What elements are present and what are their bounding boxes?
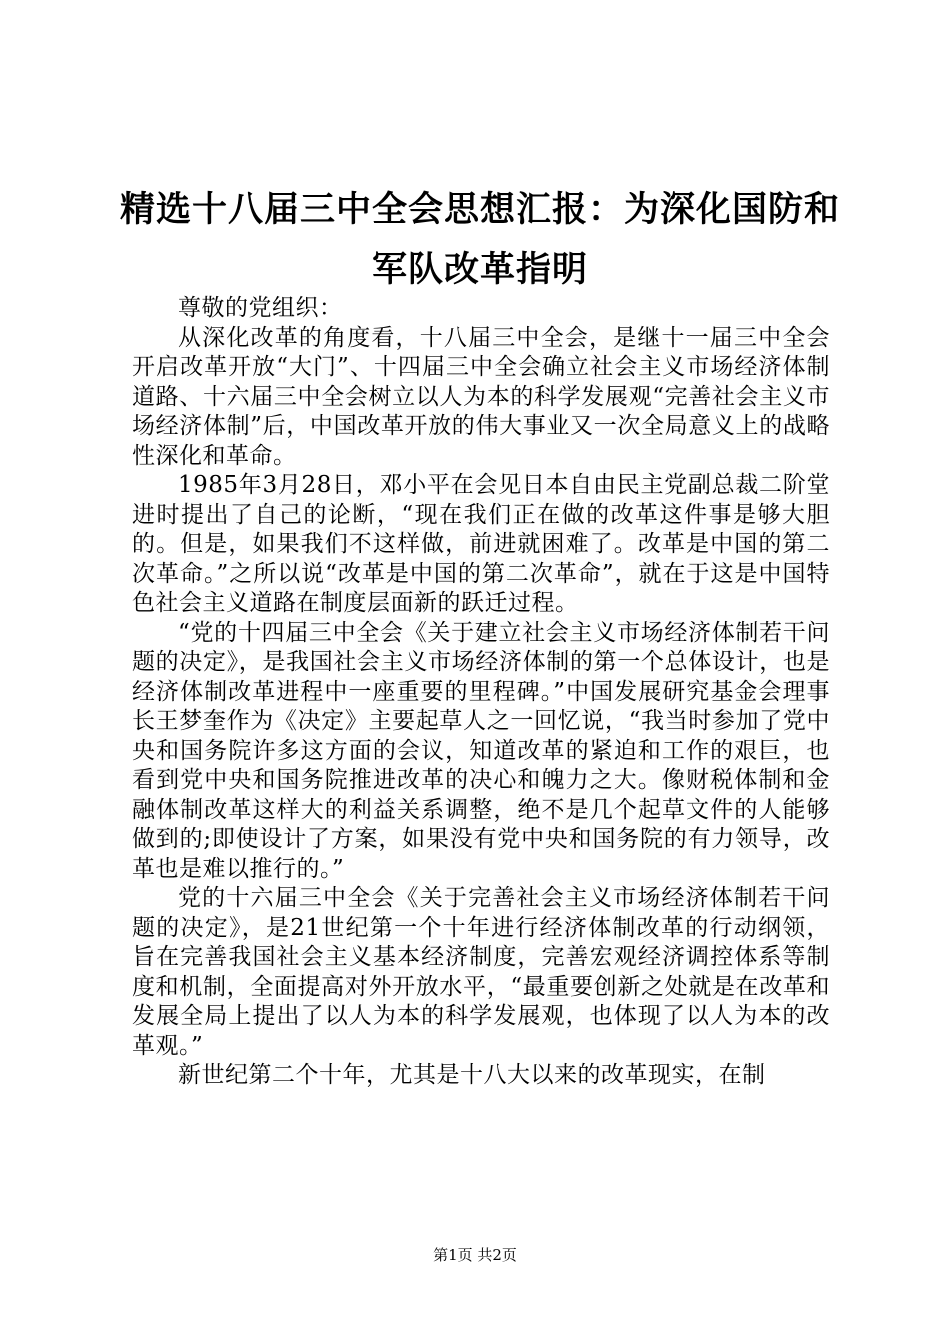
paragraph: “党的十四届三中全会《关于建立社会主义市场经济体制若干问题的决定》，是我国社会主义市场经济体制的第一个总体设计，也是经济体制改革进程中一座重要的里程碑。”中国发展研究基金会理事长王梦奎作为《决定》主要起草人之一回忆说，“我当时参加了党中央和国务院许多这方面的会议，知道改革的紧迫和工作的艰巨，也看到党中央和国务院推进改革的决心和魄力之大。像财税体制和金融体制改革这样大的利益关系调整，绝不是几个起草文件的人能够做到的;即使设计了方案，如果没有党中央和国务院的有力领导，改革也是难以推行的。” bbox=[132, 619, 830, 882]
paragraph: 从深化改革的角度看，十八届三中全会，是继十一届三中全会开启改革开放“大门”、十四届三中全会确立社会主义市场经济体制道路、十六届三中全会树立以人为本的科学发展观“完善社会主义市场经济体制”后，中国改革开放的伟大事业又一次全局意义上的战略性深化和革命。 bbox=[132, 324, 830, 469]
salutation: 尊敬的党组织： bbox=[178, 295, 343, 321]
document-body bbox=[132, 294, 830, 1091]
paragraph: 党的十六届三中全会《关于完善社会主义市场经济体制若干问题的决定》，是21世纪第一个十年进行经济体制改革的行动纲领，旨在完善我国社会主义基本经济制度，完善宏观经济调控体系等制度和机制，全面提高对外开放水平，“最重要创新之处就是在改革和发展全局上提出了以人为本的科学发展观，也体现了以人为本的改革观。” bbox=[132, 885, 830, 1059]
page-footer bbox=[0, 1245, 950, 1265]
paragraph: 1985年3月28日，邓小平在会见日本自由民主党副总裁二阶堂进时提出了自己的论断，“现在我们正在做的改革这件事是够大胆的。但是，如果我们不这样做，前进就困难了。改革是中国的第二次革命。”之所以说“改革是中国的第二次革命”，就在于这是中国特色社会主义道路在制度层面新的跃迁过程。 bbox=[132, 472, 830, 616]
page-number: 第1页 共2页 bbox=[433, 1246, 517, 1264]
paragraph: 新世纪第二个十年，尤其是十八大以来的改革现实，在制 bbox=[178, 1062, 766, 1088]
title-line-2: 军队改革指明 bbox=[371, 250, 588, 290]
document-title bbox=[120, 180, 840, 300]
title-line-1: 精选十八届三中全会思想汇报：为深化国防和 bbox=[120, 190, 841, 230]
